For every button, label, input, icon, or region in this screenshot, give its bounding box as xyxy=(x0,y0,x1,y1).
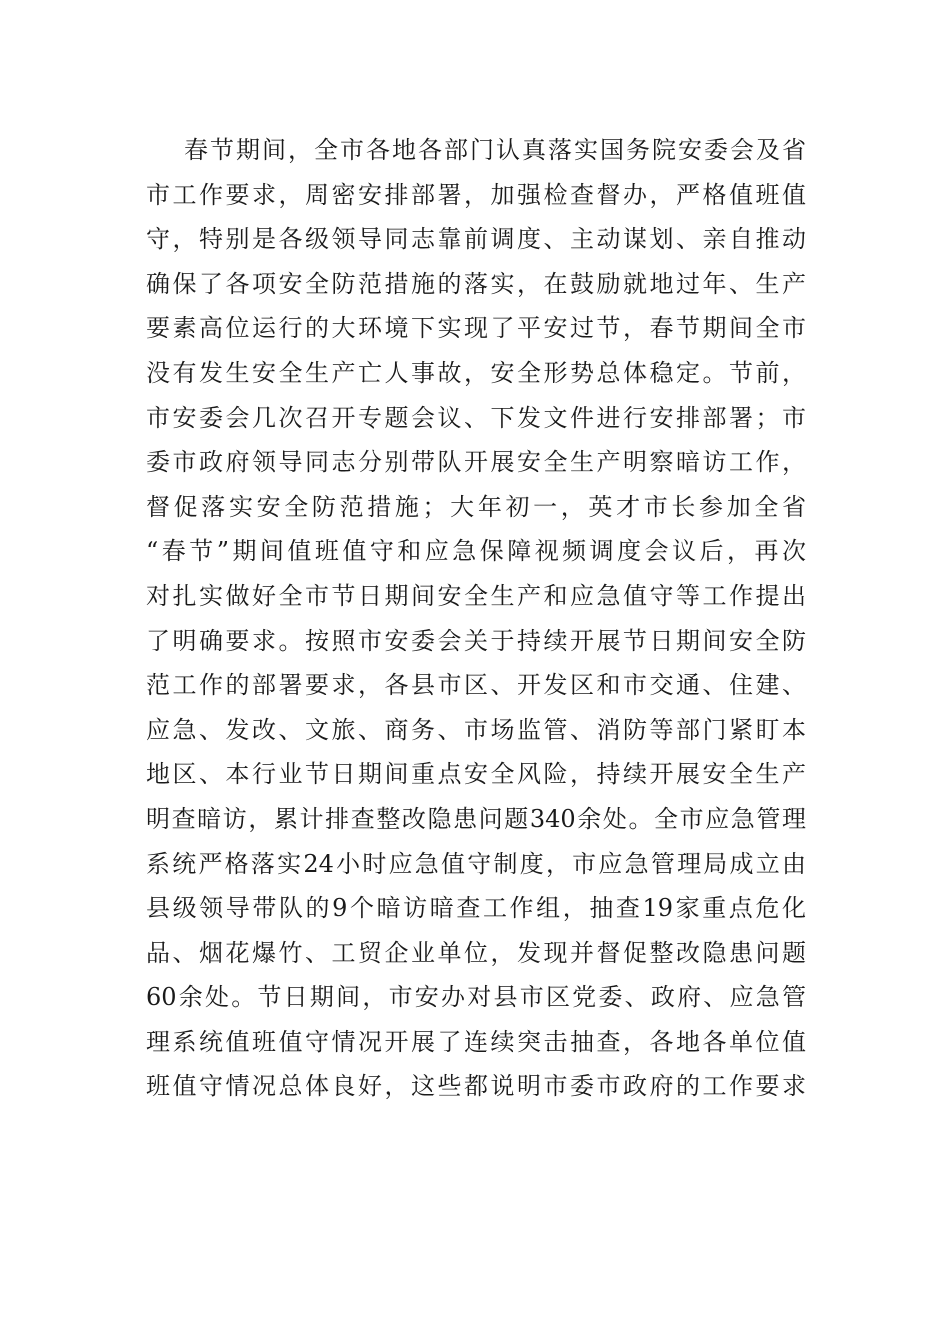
text-line: 了明确要求。按照市安委会关于持续开展节日期间安全防 xyxy=(146,626,806,655)
text-line: 地区、本行业节日期间重点安全风险，持续开展安全生产 xyxy=(146,760,806,789)
text-line: 明查暗访，累计排查整改隐患问题340余处。全市应急管理 xyxy=(146,804,806,833)
text-line: 守，特别是各级领导同志靠前调度、主动谋划、亲自推动 xyxy=(146,225,806,254)
text-line: 要素高位运行的大环境下实现了平安过节，春节期间全市 xyxy=(146,314,806,343)
text-line: 县级领导带队的9个暗访暗查工作组，抽查19家重点危化 xyxy=(146,894,806,923)
text-line: 委市政府领导同志分别带队开展安全生产明察暗访工作， xyxy=(146,448,806,477)
text-line: 市安委会几次召开专题会议、下发文件进行安排部署；市 xyxy=(146,403,806,432)
text-line: 范工作的部署要求，各县市区、开发区和市交通、住建、 xyxy=(146,671,806,700)
text-line: “春节”期间值班值守和应急保障视频调度会议后，再次 xyxy=(146,537,806,566)
text-line: 理系统值班值守情况开展了连续突击抽查，各地各单位值 xyxy=(146,1027,806,1056)
text-line: 系统严格落实24小时应急值守制度，市应急管理局成立由 xyxy=(146,849,806,878)
text-line: 品、烟花爆竹、工贸企业单位，发现并督促整改隐患问题 xyxy=(146,938,806,967)
text-line: 对扎实做好全市节日期间安全生产和应急值守等工作提出 xyxy=(146,581,806,610)
text-line: 应急、发改、文旅、商务、市场监管、消防等部门紧盯本 xyxy=(146,715,806,744)
text-line: 市工作要求，周密安排部署，加强检查督办，严格值班值 xyxy=(146,180,806,209)
text-line: 春节期间，全市各地各部门认真落实国务院安委会及省 xyxy=(184,136,806,164)
text-line: 督促落实安全防范措施；大年初一，英才市长参加全省 xyxy=(146,492,806,521)
text-line: 确保了各项安全防范措施的落实，在鼓励就地过年、生产 xyxy=(146,269,806,298)
text-line: 没有发生安全生产亡人事故，安全形势总体稳定。节前， xyxy=(146,358,806,387)
body-paragraph xyxy=(146,128,806,1109)
text-line: 60余处。节日期间，市安办对县市区党委、政府、应急管 xyxy=(146,983,806,1012)
text-line: 班值守情况总体良好，这些都说明市委市政府的工作要求 xyxy=(146,1072,806,1101)
